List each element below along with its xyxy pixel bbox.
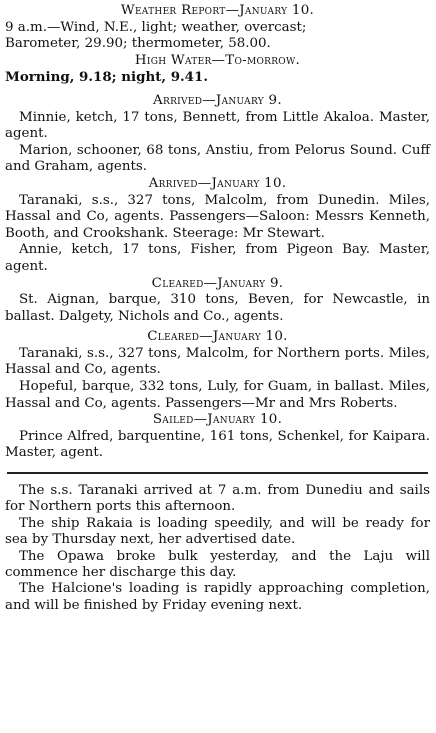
section-divider (7, 472, 428, 474)
clearance-entry: St. Aignan, barque, 310 tons, Beven, for Newcastle, in ballast. Dalgety, Nichols and Co., agents. (5, 292, 430, 324)
high-water-heading: High Water—To-morrow. (134, 52, 301, 68)
clearance-entry: Hopeful, barque, 332 tons, Luly, for Guam, in ballast. Miles, Hassal and Co, agents. Passengers—Mr and Mrs Roberts. (5, 379, 430, 411)
weather-report-heading: Weather Report—January 10. (120, 3, 315, 18)
arrival-entry: Minnie, ketch, 17 tons, Bennett, from Little Akaloa. Master, agent. (5, 109, 430, 142)
weather-line-wind: 9 a.m.—Wind, N.E., light; weather, overcast; (5, 19, 307, 35)
news-paragraph: The Halcione's loading is rapidly approaching completion, and will be finished by Friday evening next. (5, 581, 430, 613)
news-paragraph: The ship Rakaia is loading speedily, and will be ready for sea by Thursday next, her advertised date. (5, 515, 430, 548)
weather-line-barometer: Barometer, 29.90; thermometer, 58.00. (5, 36, 271, 52)
sailed-jan10-heading: Sailed—January 10. (152, 412, 283, 428)
sailing-entry: Prince Alfred, barquentine, 161 tons, Schenkel, for Kaipara. Master, agent. (5, 428, 430, 461)
arrived-jan10-heading: Arrived—January 10. (148, 175, 287, 191)
clearance-entry: Taranaki, s.s., 327 tons, Malcolm, for Northern ports. Miles, Hassal and Co, agents. (5, 345, 430, 378)
news-paragraph: The Opawa broke bulk yesterday, and the Laju will commence her discharge this day. (5, 548, 430, 581)
arrival-entry: Taranaki, s.s., 327 tons, Malcolm, from Dunedin. Miles, Hassal and Co, agents. Passengers—Saloon: Messrs Kenneth, Booth, and Crookshank. Steerage: Mr Stewart. (5, 192, 430, 241)
high-water-times: Morning, 9.18; night, 9.41. (5, 69, 208, 86)
arrived-jan9-heading: Arrived—January 9. (153, 92, 282, 108)
shipping-news (5, 483, 430, 614)
cleared-jan10-heading: Cleared—January 10. (147, 329, 288, 345)
arrival-entry: Marion, schooner, 68 tons, Anstiu, from Pelorus Sound. Cuff and Graham, agents. (5, 142, 430, 175)
cleared-jan9-heading: Cleared—January 9. (151, 275, 284, 291)
arrival-entry: Annie, ketch, 17 tons, Fisher, from Pigeon Bay. Master, agent. (5, 242, 430, 274)
news-paragraph: The s.s. Taranaki arrived at 7 a.m. from Dunediu and sails for Northern ports this afternoon. (5, 483, 430, 515)
